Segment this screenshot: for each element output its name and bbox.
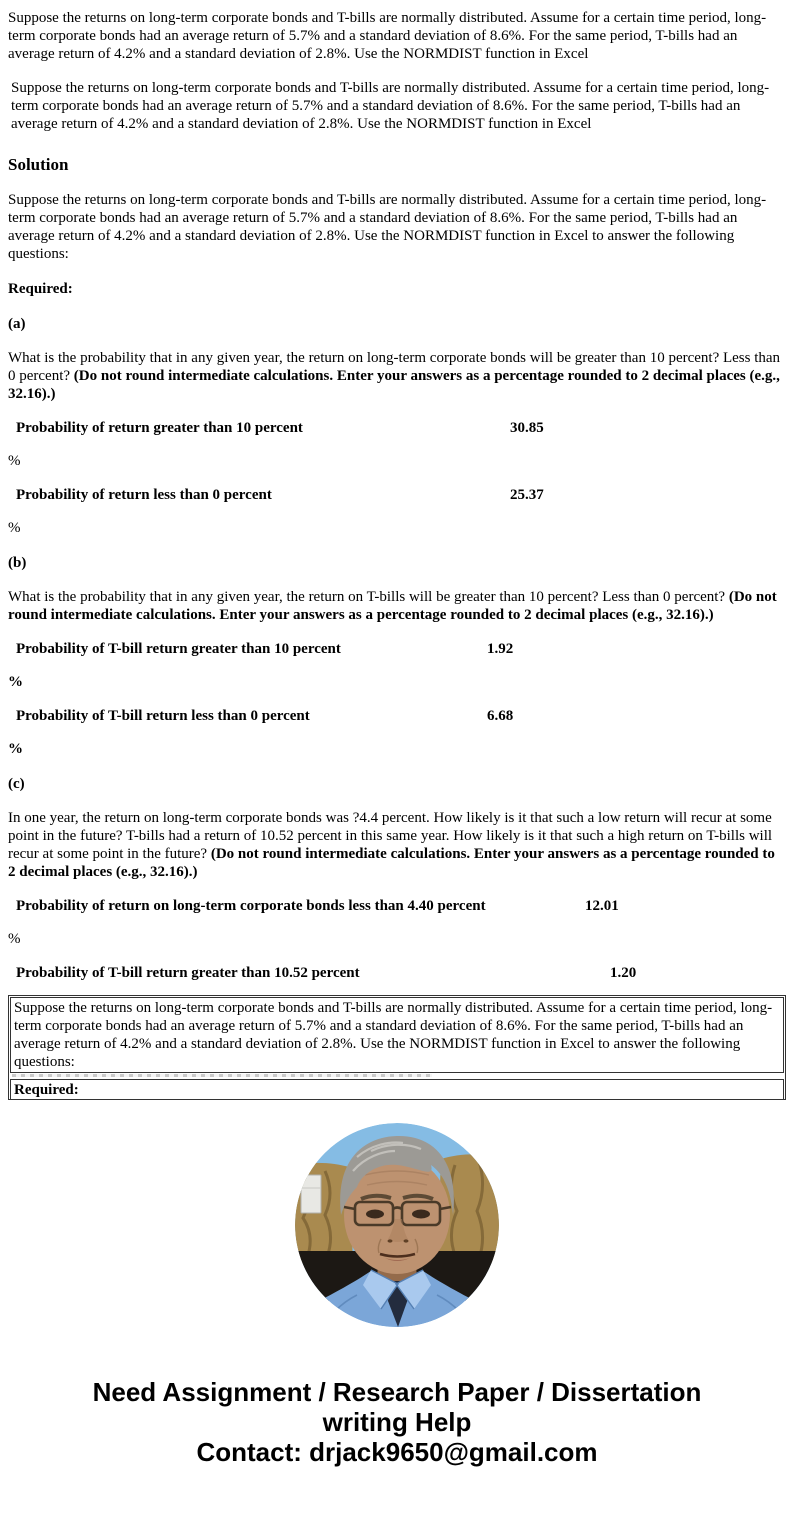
answer-label: Probability of return less than 0 percent: [16, 487, 272, 503]
answer-row-a2: [8, 486, 786, 504]
answer-label: Probability of T-bill return greater than 10 percent: [16, 641, 341, 657]
answer-row-c2: [8, 964, 786, 982]
problem-statement: Suppose the returns on long-term corporate bonds and T-bills are normally distributed. Assume for a certain time period, long-term corporate bonds had an average return of 5.7% and a standard deviation of 8.6%. For the same period, T-bills had an average return of 4.2% and a standard deviation of 2.8%. Use the NORMDIST function in Excel to answer the following questions:: [8, 192, 767, 262]
answer-row-c1: [8, 897, 786, 915]
clipped-text-artifact: [12, 1074, 432, 1077]
question-a: [8, 349, 786, 403]
tutor-photo: [295, 1123, 499, 1327]
question-c-text: In one year, the return on long-term corporate bonds was ?4.4 percent. How likely is it that such a low return will recur at some point in the future? T-bills had a return of 10.52 percent in this same year. How likely is it that such a high return on T-bills will recur at some point in the future?: [8, 810, 773, 862]
section-b-label: (b): [8, 555, 27, 571]
answer-label: Probability of T-bill return less than 0 percent: [16, 708, 310, 724]
question-a-instruction: (Do not round intermediate calculations. Enter your answers as a percentage rounded to 2 decimal places (e.g., 32.16).): [8, 368, 780, 402]
footer-heading-line2: writing Help: [322, 1407, 472, 1437]
question-c-instruction: (Do not round intermediate calculations. Enter your answers as a percentage rounded to 2 decimal places (e.g., 32.16).): [8, 846, 775, 880]
answer-row-b1: [8, 640, 786, 658]
photo-eye-left: [366, 1210, 384, 1219]
boxed-problem-table: [8, 995, 786, 1100]
section-c-label: (c): [8, 776, 25, 792]
question-b-text: What is the probability that in any given year, the return on T-bills will be greater than 10 percent? Less than 0 percent?: [8, 589, 729, 605]
answer-value: 1.20: [610, 965, 637, 981]
answer-label: Probability of return greater than 10 percent: [16, 420, 303, 436]
question-b: [8, 588, 786, 624]
tutor-portrait-illustration: [295, 1123, 499, 1327]
contact-email: Contact: drjack9650@gmail.com: [196, 1437, 598, 1467]
answer-row-a1: [8, 419, 786, 437]
footer-heading-line1: Need Assignment / Research Paper / Dissertation: [92, 1377, 702, 1407]
answer-label: Probability of T-bill return greater than 10.52 percent: [16, 965, 360, 981]
photo-nostril-left: [388, 1239, 393, 1242]
percent-sign: %: [8, 520, 21, 536]
answer-value: 25.37: [510, 487, 544, 503]
boxed-required-label: Required:: [10, 1079, 784, 1100]
section-a-label: (a): [8, 316, 26, 332]
solution-page: [0, 9, 794, 1467]
photo-wall-frame: [301, 1175, 321, 1213]
percent-sign: %: [8, 453, 21, 469]
percent-sign: %: [8, 931, 21, 947]
photo-eye-right: [412, 1210, 430, 1219]
answer-value: 1.92: [487, 641, 514, 657]
question-b-instruction: (Do not round intermediate calculations. Enter your answers as a percentage rounded to 2 decimal places (e.g., 32.16).): [8, 589, 777, 623]
answer-value: 6.68: [487, 708, 514, 724]
answer-value: 12.01: [585, 898, 619, 914]
photo-nostril-right: [404, 1239, 409, 1242]
answer-row-b2: [8, 707, 786, 725]
question-a-text: What is the probability that in any given year, the return on long-term corporate bonds will be greater than 10 percent? Less than 0 percent?: [8, 350, 781, 384]
question-c: [8, 809, 786, 881]
intro-paragraph-repeat: Suppose the returns on long-term corporate bonds and T-bills are normally distributed. Assume for a certain time period, long-term corporate bonds had an average return of 5.7% and a standard deviation of 8.6%. For the same period, T-bills had an average return of 4.2% and a standard deviation of 2.8%. Use the NORMDIST function in Excel: [11, 80, 770, 132]
solution-heading: Solution: [8, 155, 69, 174]
footer-advert: [8, 1377, 786, 1467]
boxed-problem-text: Suppose the returns on long-term corporate bonds and T-bills are normally distributed. Assume for a certain time period, long-term corporate bonds had an average return of 5.7% and a standard deviation of 8.6%. For the same period, T-bills had an average return of 4.2% and a standard deviation of 2.8%. Use the NORMDIST function in Excel to answer the following questions:: [10, 997, 784, 1073]
required-label: Required:: [8, 281, 73, 297]
percent-sign: %: [8, 674, 23, 690]
tutor-photo-container: [8, 1123, 786, 1327]
percent-sign: %: [8, 741, 23, 757]
answer-label: Probability of return on long-term corporate bonds less than 4.40 percent: [16, 898, 486, 914]
intro-paragraph: Suppose the returns on long-term corporate bonds and T-bills are normally distributed. Assume for a certain time period, long-term corporate bonds had an average return of 5.7% and a standard deviation of 8.6%. For the same period, T-bills had an average return of 4.2% and a standard deviation of 2.8%. Use the NORMDIST function in Excel: [8, 10, 767, 62]
answer-value: 30.85: [510, 420, 544, 436]
